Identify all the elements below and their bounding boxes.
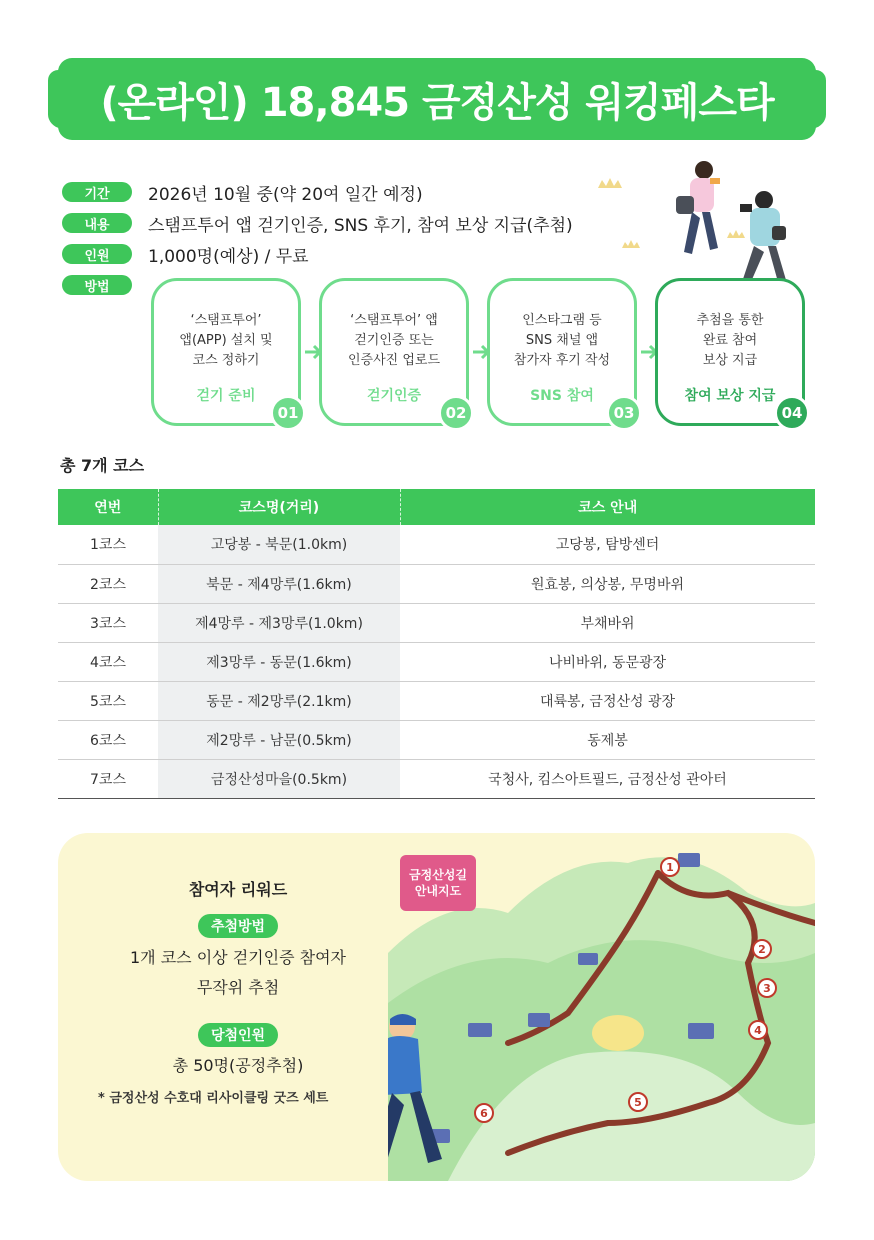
- column-header-guide: 코스 안내: [400, 489, 815, 525]
- reward-panel: [58, 833, 418, 1181]
- map-title-badge: [400, 855, 476, 911]
- step-4-number: 04: [774, 395, 810, 431]
- step-1-number: 01: [270, 395, 306, 431]
- man-walker-icon: [740, 191, 786, 284]
- step-2-desc: ‘스탬프투어’ 앱 걷기인증 또는 인증사진 업로드: [347, 313, 441, 368]
- step-4-title: 참여 보상 지급: [684, 388, 776, 404]
- step-3-desc: 인스타그램 등 SNS 채널 앱 참가자 후기 작성: [513, 313, 611, 368]
- course-name: 제3망루 - 동문(1.6km): [158, 642, 400, 681]
- course-guide: 부채바위: [400, 603, 815, 642]
- info-text-content: 스탬프투어 앱 걷기인증, SNS 후기, 참여 보상 지급(추첨): [148, 215, 573, 236]
- info-row-period: [62, 181, 423, 203]
- info-tag-period: 기간: [62, 182, 132, 202]
- step-1-card: [151, 278, 301, 426]
- step-4-card: [655, 278, 805, 426]
- reward-section: [58, 833, 815, 1181]
- map-marker-label: 2: [758, 943, 766, 956]
- course-guide: 동제봉: [400, 720, 815, 759]
- info-row-people: [62, 243, 309, 265]
- step-2-card: [319, 278, 469, 426]
- info-text-period: 2026년 10월 중(약 20여 일간 예정): [148, 184, 423, 205]
- course-guide: 대륙봉, 금정산성 광장: [400, 681, 815, 720]
- reward-note: * 금정산성 수호대 리사이클링 굿즈 세트: [98, 1091, 329, 1106]
- course-guide: 고당봉, 탐방센터: [400, 525, 815, 564]
- step-3-number: 03: [606, 395, 642, 431]
- column-header-course: 코스명(거리): [158, 489, 400, 525]
- step-2-title: 걷기인증: [366, 388, 422, 404]
- table-row: [58, 759, 815, 798]
- map-marker-label: 3: [763, 982, 771, 995]
- course-name: 고당봉 - 북문(1.0km): [158, 525, 400, 564]
- table-row: [58, 720, 815, 759]
- step-4-desc: 추첨을 통한 완료 참여 보상 지급: [696, 313, 764, 368]
- info-row-content: [62, 212, 573, 234]
- course-number: 3코스: [58, 603, 158, 642]
- course-number: 7코스: [58, 759, 158, 798]
- course-number: 2코스: [58, 564, 158, 603]
- info-row-method: [62, 274, 132, 296]
- course-guide: 나비바위, 동문광장: [400, 642, 815, 681]
- method-text: 1개 코스 이상 걷기인증 참여자 무작위 추첨: [130, 948, 346, 997]
- table-row: [58, 603, 815, 642]
- map-marker-label: 1: [666, 861, 674, 874]
- step-2-number: 02: [438, 395, 474, 431]
- lake-shape: [592, 1015, 644, 1051]
- walkers-illustration: [592, 156, 814, 288]
- info-tag-method: 방법: [62, 275, 132, 295]
- winners-label: 당첨인원: [198, 1023, 278, 1047]
- course-number: 6코스: [58, 720, 158, 759]
- woman-walker-icon: [676, 161, 720, 254]
- crown-icon: [598, 178, 745, 248]
- column-header-number: 연번: [58, 489, 158, 525]
- info-tag-content: 내용: [62, 213, 132, 233]
- course-guide: 국청사, 킴스아트필드, 금정산성 관아터: [400, 759, 815, 798]
- table-row: [58, 681, 815, 720]
- info-text-people: 1,000명(예상) / 무료: [148, 246, 309, 267]
- table-row: [58, 642, 815, 681]
- map-marker-label: 6: [480, 1107, 488, 1120]
- reward-title: 참여자 리워드: [188, 880, 288, 899]
- table-row: [58, 564, 815, 603]
- course-name: 금정산성마을(0.5km): [158, 759, 400, 798]
- map-marker-label: 4: [754, 1024, 762, 1037]
- map-title-line-2: 안내지도: [414, 884, 462, 898]
- course-name: 북문 - 제4망루(1.6km): [158, 564, 400, 603]
- course-guide: 원효봉, 의상봉, 무명바위: [400, 564, 815, 603]
- step-3-title: SNS 참여: [530, 388, 594, 404]
- course-name: 제4망루 - 제3망루(1.0km): [158, 603, 400, 642]
- course-number: 5코스: [58, 681, 158, 720]
- method-label: 추첨방법: [198, 914, 278, 938]
- step-1-title: 걷기 준비: [196, 388, 256, 404]
- course-number: 1코스: [58, 525, 158, 564]
- map-marker-label: 5: [634, 1096, 642, 1109]
- table-row: [58, 525, 815, 564]
- course-number: 4코스: [58, 642, 158, 681]
- winners-text: 총 50명(공정추첨): [172, 1056, 304, 1075]
- step-3-card: [487, 278, 637, 426]
- info-tag-people: 인원: [62, 244, 132, 264]
- course-table: [58, 489, 815, 799]
- title-banner: [58, 58, 816, 140]
- course-name: 동문 - 제2망루(2.1km): [158, 681, 400, 720]
- course-heading: 총 7개 코스: [60, 456, 145, 475]
- map-title-line-1: 금정산성길: [409, 868, 467, 882]
- trail-map: [388, 833, 815, 1181]
- step-1-desc: ‘스탬프투어’ 앱(APP) 설치 및 코스 정하기: [179, 313, 273, 368]
- course-name: 제2망루 - 남문(0.5km): [158, 720, 400, 759]
- table-header-row: [58, 489, 815, 525]
- page-title: (온라인) 18,845 금정산성 워킹페스타: [100, 79, 774, 126]
